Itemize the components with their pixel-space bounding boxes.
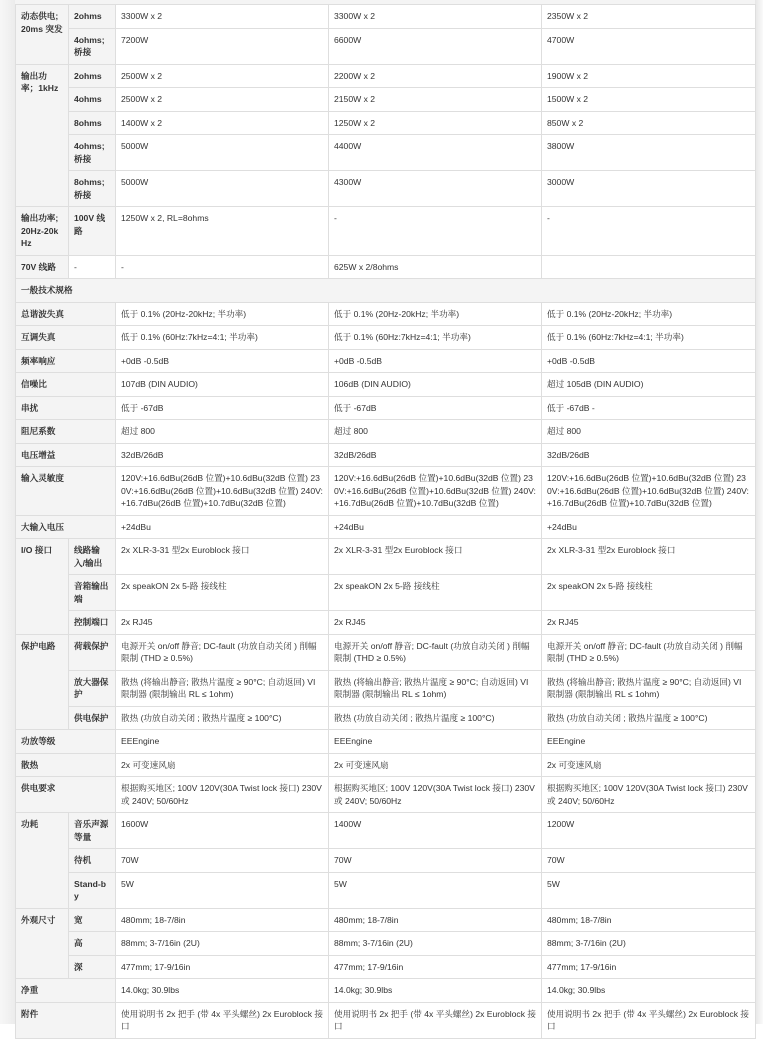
table-row xyxy=(16,88,756,112)
spec-value: 120V:+16.6dBu(26dB 位置)+10.6dBu(32dB 位置) 230V:+16.6dBu(26dB 位置)+10.6dBu(32dB 位置) 240V:+16.7dBu(26dB 位置)+10.7dBu(32dB 位置) xyxy=(116,467,329,516)
spec-label: 电压增益 xyxy=(16,443,116,467)
spec-value: 使用说明书 2x 把手 (带 4x 平头螺丝) 2x Euroblock 接口 xyxy=(116,1002,329,1038)
spec-value: 1200W xyxy=(542,813,756,849)
spec-value: 32dB/26dB xyxy=(116,443,329,467)
spec-value: 5W xyxy=(542,872,756,908)
spec-label: 串扰 xyxy=(16,396,116,420)
spec-value: 106dB (DIN AUDIO) xyxy=(329,373,542,397)
table-row xyxy=(16,135,756,171)
spec-sublabel: 高 xyxy=(69,932,116,956)
spec-sublabel: 宽 xyxy=(69,908,116,932)
spec-value: +24dBu xyxy=(542,515,756,539)
spec-label: 外观尺寸 xyxy=(16,908,69,979)
table-row xyxy=(16,539,756,575)
spec-value: 88mm; 3-7/16in (2U) xyxy=(542,932,756,956)
spec-value: 14.0kg; 30.9lbs xyxy=(542,979,756,1003)
section-row xyxy=(16,279,756,303)
spec-value: 32dB/26dB xyxy=(542,443,756,467)
section-header: 一般技术规格 xyxy=(16,279,756,303)
spec-sublabel: 4ohms; 桥接 xyxy=(69,28,116,64)
spec-value xyxy=(542,255,756,279)
spec-value: 1500W x 2 xyxy=(542,88,756,112)
spec-value: 480mm; 18-7/8in xyxy=(116,908,329,932)
page-margin-right xyxy=(755,0,763,1024)
spec-label: 大输入电压 xyxy=(16,515,116,539)
spec-value: 1900W x 2 xyxy=(542,64,756,88)
table-row xyxy=(16,396,756,420)
spec-value: 超过 800 xyxy=(542,420,756,444)
spec-value: 使用说明书 2x 把手 (带 4x 平头螺丝) 2x Euroblock 接口 xyxy=(329,1002,542,1038)
table-row xyxy=(16,872,756,908)
table-row xyxy=(16,777,756,813)
spec-value: 2x RJ45 xyxy=(116,611,329,635)
spec-value: 1600W xyxy=(116,813,329,849)
table-row xyxy=(16,932,756,956)
spec-value: EEEngine xyxy=(542,730,756,754)
spec-value: +24dBu xyxy=(116,515,329,539)
spec-value: 2150W x 2 xyxy=(329,88,542,112)
spec-value: 散热 (将输出静音; 散热片温度 ≥ 90°C; 自动返回) VI 限制器 (限制输出 RL ≤ 1ohm) xyxy=(542,670,756,706)
spec-value: 2x speakON 2x 5-路 接线柱 xyxy=(542,575,756,611)
spec-value: 散热 (功放自动关闭 ; 散热片温度 ≥ 100°C) xyxy=(329,706,542,730)
spec-value: 70W xyxy=(542,849,756,873)
spec-label: 供电要求 xyxy=(16,777,116,813)
spec-label: 阻尼系数 xyxy=(16,420,116,444)
spec-label: 信噪比 xyxy=(16,373,116,397)
table-row xyxy=(16,171,756,207)
spec-label: 70V 线路 xyxy=(16,255,69,279)
spec-value: 2x XLR-3-31 型2x Euroblock 接口 xyxy=(329,539,542,575)
table-row xyxy=(16,467,756,516)
spec-value: 2x speakON 2x 5-路 接线柱 xyxy=(116,575,329,611)
spec-sublabel: 4ohms; 桥接 xyxy=(69,135,116,171)
spec-value: 低于 0.1% (60Hz:7kHz=4:1; 半功率) xyxy=(329,326,542,350)
spec-sublabel: 控制端口 xyxy=(69,611,116,635)
spec-value: 低于 0.1% (20Hz-20kHz; 半功率) xyxy=(116,302,329,326)
spec-value: 低于 -67dB - xyxy=(542,396,756,420)
spec-value: 3000W xyxy=(542,171,756,207)
spec-value: 5W xyxy=(116,872,329,908)
table-row xyxy=(16,326,756,350)
table-row xyxy=(16,813,756,849)
spec-label: 输出功率；1kHz xyxy=(16,64,69,207)
spec-value: 107dB (DIN AUDIO) xyxy=(116,373,329,397)
spec-value: 超过 105dB (DIN AUDIO) xyxy=(542,373,756,397)
spec-sublabel: 待机 xyxy=(69,849,116,873)
spec-value: 4300W xyxy=(329,171,542,207)
spec-label: 净重 xyxy=(16,979,116,1003)
table-row xyxy=(16,420,756,444)
spec-value: 1250W x 2 xyxy=(329,111,542,135)
spec-value: +0dB -0.5dB xyxy=(542,349,756,373)
spec-sublabel: 放大器保护 xyxy=(69,670,116,706)
spec-label: 动态供电; 20ms 突发 xyxy=(16,5,69,65)
spec-value: 120V:+16.6dBu(26dB 位置)+10.6dBu(32dB 位置) 230V:+16.6dBu(26dB 位置)+10.6dBu(32dB 位置) 240V:+16.7dBu(26dB 位置)+10.7dBu(32dB 位置) xyxy=(329,467,542,516)
spec-value: 477mm; 17-9/16in xyxy=(542,955,756,979)
spec-value: 散热 (将输出静音; 散热片温度 ≥ 90°C; 自动返回) VI 限制器 (限制输出 RL ≤ 1ohm) xyxy=(116,670,329,706)
spec-table xyxy=(15,4,756,1039)
spec-sublabel: 供电保护 xyxy=(69,706,116,730)
spec-label: 附件 xyxy=(16,1002,116,1038)
spec-value: 2x RJ45 xyxy=(329,611,542,635)
spec-value: 2x XLR-3-31 型2x Euroblock 接口 xyxy=(542,539,756,575)
spec-label: 输出功率; 20Hz-20kHz xyxy=(16,207,69,256)
table-row xyxy=(16,575,756,611)
spec-label: 功放等级 xyxy=(16,730,116,754)
spec-value: 5000W xyxy=(116,135,329,171)
spec-value: 3300W x 2 xyxy=(329,5,542,29)
spec-label: 功耗 xyxy=(16,813,69,909)
spec-label: 总谐波失真 xyxy=(16,302,116,326)
spec-value: 根据购买地区; 100V 120V(30A Twist lock 接口) 230V 或 240V; 50/60Hz xyxy=(116,777,329,813)
spec-label: 散热 xyxy=(16,753,116,777)
spec-value: 低于 0.1% (60Hz:7kHz=4:1; 半功率) xyxy=(116,326,329,350)
spec-value: 2200W x 2 xyxy=(329,64,542,88)
spec-value: 超过 800 xyxy=(116,420,329,444)
spec-value: - xyxy=(329,207,542,256)
spec-value: EEEngine xyxy=(116,730,329,754)
table-row xyxy=(16,753,756,777)
table-row xyxy=(16,349,756,373)
spec-sublabel: 荷载保护 xyxy=(69,634,116,670)
spec-value: 低于 -67dB xyxy=(116,396,329,420)
spec-value: 2x XLR-3-31 型2x Euroblock 接口 xyxy=(116,539,329,575)
table-row xyxy=(16,64,756,88)
spec-value: 低于 0.1% (60Hz:7kHz=4:1; 半功率) xyxy=(542,326,756,350)
spec-value: 70W xyxy=(329,849,542,873)
spec-value: 477mm; 17-9/16in xyxy=(116,955,329,979)
spec-value: 480mm; 18-7/8in xyxy=(329,908,542,932)
spec-value: 2x 可变速风扇 xyxy=(329,753,542,777)
spec-value: 6600W xyxy=(329,28,542,64)
spec-value: 625W x 2/8ohms xyxy=(329,255,542,279)
spec-value: 2500W x 2 xyxy=(116,64,329,88)
spec-sublabel: 8ohms xyxy=(69,111,116,135)
table-row xyxy=(16,1002,756,1038)
spec-value: 3300W x 2 xyxy=(116,5,329,29)
spec-value: 根据购买地区; 100V 120V(30A Twist lock 接口) 230V 或 240V; 50/60Hz xyxy=(329,777,542,813)
spec-sublabel: 2ohms xyxy=(69,64,116,88)
table-row xyxy=(16,443,756,467)
table-row xyxy=(16,849,756,873)
spec-value: 1250W x 2, RL=8ohms xyxy=(116,207,329,256)
table-row xyxy=(16,670,756,706)
spec-value: EEEngine xyxy=(329,730,542,754)
table-row xyxy=(16,207,756,256)
spec-value: 2350W x 2 xyxy=(542,5,756,29)
spec-value: 477mm; 17-9/16in xyxy=(329,955,542,979)
spec-value: 电源开关 on/off 静音; DC-fault (功放自动关闭 ) 削幅限制 (THD ≥ 0.5%) xyxy=(329,634,542,670)
spec-sublabel: 深 xyxy=(69,955,116,979)
spec-value: 电源开关 on/off 静音; DC-fault (功放自动关闭 ) 削幅限制 (THD ≥ 0.5%) xyxy=(542,634,756,670)
spec-sublabel: 音箱输出端 xyxy=(69,575,116,611)
spec-value: 低于 0.1% (20Hz-20kHz; 半功率) xyxy=(542,302,756,326)
spec-label: I/O 接口 xyxy=(16,539,69,635)
spec-value: +24dBu xyxy=(329,515,542,539)
table-row xyxy=(16,908,756,932)
spec-value: 88mm; 3-7/16in (2U) xyxy=(116,932,329,956)
spec-value: 88mm; 3-7/16in (2U) xyxy=(329,932,542,956)
spec-sublabel: 线路输入/输出 xyxy=(69,539,116,575)
spec-value: 散热 (功放自动关闭 ; 散热片温度 ≥ 100°C) xyxy=(542,706,756,730)
spec-value: 7200W xyxy=(116,28,329,64)
table-row xyxy=(16,611,756,635)
table-row xyxy=(16,515,756,539)
spec-sublabel: 音乐声源等量 xyxy=(69,813,116,849)
spec-value: 4400W xyxy=(329,135,542,171)
spec-sublabel: - xyxy=(69,255,116,279)
spec-value: 1400W xyxy=(329,813,542,849)
page-margin-left xyxy=(0,0,15,1024)
table-row xyxy=(16,373,756,397)
spec-value: 480mm; 18-7/8in xyxy=(542,908,756,932)
spec-value: 120V:+16.6dBu(26dB 位置)+10.6dBu(32dB 位置) 230V:+16.6dBu(26dB 位置)+10.6dBu(32dB 位置) 240V:+16.7dBu(26dB 位置)+10.7dBu(32dB 位置) xyxy=(542,467,756,516)
spec-value: 2x 可变速风扇 xyxy=(116,753,329,777)
spec-value: +0dB -0.5dB xyxy=(116,349,329,373)
table-row xyxy=(16,255,756,279)
spec-value: 2x speakON 2x 5-路 接线柱 xyxy=(329,575,542,611)
table-row xyxy=(16,111,756,135)
spec-value: 14.0kg; 30.9lbs xyxy=(329,979,542,1003)
table-row xyxy=(16,28,756,64)
table-row xyxy=(16,5,756,29)
spec-value: - xyxy=(116,255,329,279)
spec-sublabel: Stand-by xyxy=(69,872,116,908)
spec-value: 2x RJ45 xyxy=(542,611,756,635)
spec-value: 2x 可变速风扇 xyxy=(542,753,756,777)
table-row xyxy=(16,634,756,670)
spec-value: 32dB/26dB xyxy=(329,443,542,467)
spec-value: 4700W xyxy=(542,28,756,64)
spec-sublabel: 2ohms xyxy=(69,5,116,29)
spec-value: - xyxy=(542,207,756,256)
spec-value: 14.0kg; 30.9lbs xyxy=(116,979,329,1003)
table-row xyxy=(16,955,756,979)
spec-value: +0dB -0.5dB xyxy=(329,349,542,373)
spec-value: 1400W x 2 xyxy=(116,111,329,135)
spec-label: 输入灵敏度 xyxy=(16,467,116,516)
spec-value: 5W xyxy=(329,872,542,908)
spec-value: 超过 800 xyxy=(329,420,542,444)
spec-value: 850W x 2 xyxy=(542,111,756,135)
spec-label: 互调失真 xyxy=(16,326,116,350)
spec-value: 低于 -67dB xyxy=(329,396,542,420)
spec-label: 保护电路 xyxy=(16,634,69,730)
spec-value: 使用说明书 2x 把手 (带 4x 平头螺丝) 2x Euroblock 接口 xyxy=(542,1002,756,1038)
spec-value: 电源开关 on/off 静音; DC-fault (功放自动关闭 ) 削幅限制 (THD ≥ 0.5%) xyxy=(116,634,329,670)
spec-value: 70W xyxy=(116,849,329,873)
spec-sublabel: 4ohms xyxy=(69,88,116,112)
table-row xyxy=(16,730,756,754)
spec-value: 3800W xyxy=(542,135,756,171)
spec-value: 2500W x 2 xyxy=(116,88,329,112)
spec-label: 频率响应 xyxy=(16,349,116,373)
table-row xyxy=(16,706,756,730)
table-row xyxy=(16,979,756,1003)
spec-value: 低于 0.1% (20Hz-20kHz; 半功率) xyxy=(329,302,542,326)
spec-value: 5000W xyxy=(116,171,329,207)
spec-sublabel: 8ohms; 桥接 xyxy=(69,171,116,207)
spec-sublabel: 100V 线路 xyxy=(69,207,116,256)
table-row xyxy=(16,302,756,326)
spec-value: 散热 (将输出静音; 散热片温度 ≥ 90°C; 自动返回) VI 限制器 (限制输出 RL ≤ 1ohm) xyxy=(329,670,542,706)
spec-value: 散热 (功放自动关闭 ; 散热片温度 ≥ 100°C) xyxy=(116,706,329,730)
spec-value: 根据购买地区; 100V 120V(30A Twist lock 接口) 230V 或 240V; 50/60Hz xyxy=(542,777,756,813)
